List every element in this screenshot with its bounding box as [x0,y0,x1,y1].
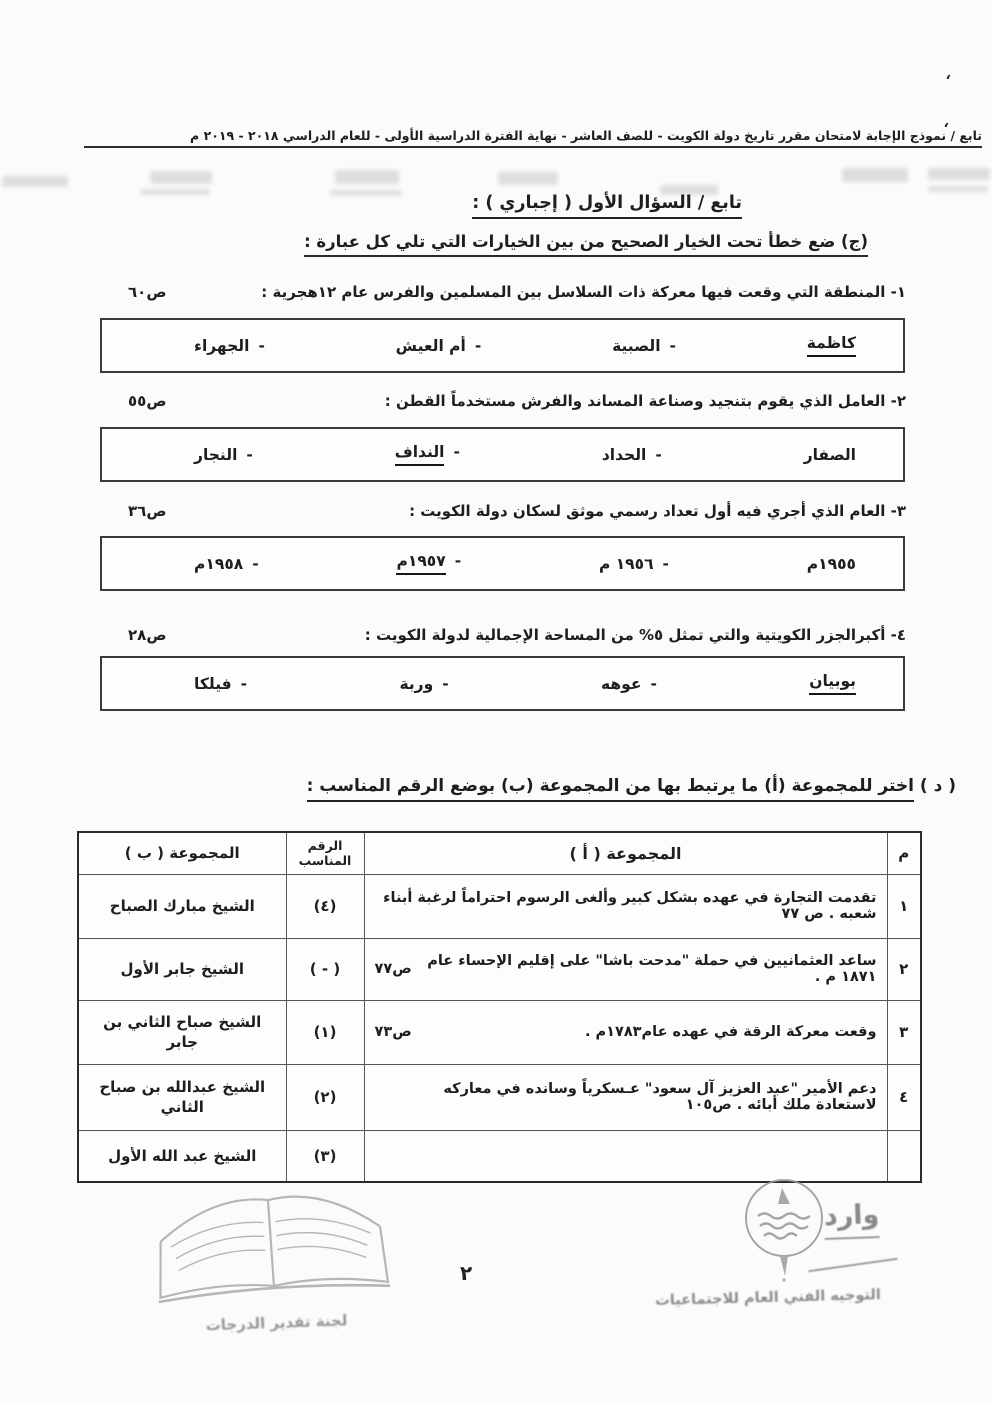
col-header-number: م [887,832,921,874]
scan-ghosting [330,190,402,196]
question-text: ١- المنطقة التي وقعت فيها معركة ذات السلاسل بين المسلمين والفرس عام ١٢هجرية : [261,283,906,301]
option-dash: - [650,674,657,693]
col-header-group-b: المجموعة ( ب ) [78,832,286,874]
scan-ghosting [842,168,908,182]
group-b-cell: الشيخ عبدالله بن صباح الثاني [78,1064,286,1130]
option-dash: - [258,336,265,355]
col-header-group-a: المجموعة ( أ ) [364,832,887,874]
option-label: وربة [399,674,434,693]
row-number-cell: ٤ [887,1064,921,1130]
group-a-text: دعم الأمير "عبد العزيز آل سعود" عـسكرياً وسانده في معاركه لاستعادة ملك أبائه . ص١٠٥ [443,1081,877,1113]
table-row [78,1064,921,1130]
group-b-cell: الشيخ جابر الأول [78,938,286,1000]
matching-number-cell: ( - ) [286,938,364,1000]
option-label: كاظمة [807,334,856,357]
group-a-text: ساعد العثمانيين في حملة "مدحت باشا" على إقليم الإحساء عام ١٨٧١ م . [427,953,877,985]
col-header-matching-number-line2: المناسب [298,853,352,869]
options-box-2 [100,427,905,482]
group-a-cell [364,938,887,1000]
open-book-icon [143,1174,399,1321]
option [612,337,676,355]
scan-ghosting [150,171,212,184]
part-d-heading-prefix: ( د ) [913,776,956,796]
option-label: النداف [395,443,445,466]
matching-number-cell: (٣) [286,1130,364,1182]
row-number-cell: ١ [887,874,921,938]
question-text: ٤- أكبرالجزر الكويتية والتي تمثل ٥% من المساحة الإجمالية لدولة الكويت : [364,626,906,644]
option-dash: - [453,443,460,461]
option [804,446,865,464]
table-row [78,1000,921,1064]
option-label: ١٩٥٥م [806,554,856,573]
page-ref: ص٣٦ [128,502,167,520]
option-label: ١٩٥٨م [194,554,244,573]
document-header: تابع / نموذج الإجابة لامتحان مقرر تاريخ دولة الكويت - للصف العاشر - نهاية الفترة الدراسية الأولى - للعام الدراسي ٢٠١٨ - ٢٠١٩ م [84,128,982,148]
table-header-row [78,832,921,874]
question-2 [0,392,992,410]
option-label: عوهه [601,674,642,693]
options-box-4 [100,656,905,711]
scan-artifact: ، [944,67,953,84]
page-ref: ص٦٠ [128,283,167,301]
group-a-text: تقدمت التجارة في عهده بشكل كبير وألغى الرسوم احتراماً لرغبة أبناء شعبه . ص ٧٧ [383,890,877,922]
option [602,446,662,464]
part-c-heading: (ج) ضع خطأ تحت الخيار الصحيح من بين الخيارات التي تلي كل عبارة : [304,232,868,257]
group-a-page-ref: ص٧٧ [374,961,412,977]
option-dash: - [252,554,259,573]
option-label: النجار [194,445,238,464]
option-dash: - [662,554,669,573]
page-ref: ص٢٨ [128,626,167,644]
received-stamp [628,1172,918,1332]
option-label: الصفار [803,445,856,464]
option [809,672,865,695]
option [601,675,657,693]
option-dash: - [454,552,462,570]
row-number-cell: ٢ [887,938,921,1000]
option-dash: - [669,336,676,355]
option [807,555,865,573]
options-box-1 [100,318,905,373]
option-dash: - [240,674,248,693]
option-label: أم العيش [395,336,466,355]
row-number-cell: ٣ [887,1000,921,1064]
group-a-text: وقعت معركة الرقة في عهده عام١٧٨٣م . [584,1024,877,1040]
option-dash: - [655,445,662,464]
option [194,675,247,693]
scan-ghosting [498,172,558,185]
option-label: الحداد [601,445,647,464]
matching-number-cell: (٢) [286,1064,364,1130]
group-a-page-ref: ص٧٣ [374,1024,412,1040]
option [194,555,259,573]
table-row [78,874,921,938]
received-stamp-word: وارد [823,1199,880,1240]
page-number: ٢ [460,1261,473,1285]
option [599,555,669,573]
option-label: ١٩٥٧م [396,552,445,575]
option [399,675,448,693]
scan-ghosting [140,189,210,195]
part-d-heading [307,776,956,796]
question-3 [0,502,992,520]
matching-number-cell: (٤) [286,874,364,938]
group-b-cell: الشيخ عبد الله الأول [78,1130,286,1182]
option-dash: - [442,674,449,693]
option-label: الجهراء [194,336,250,355]
group-b-cell: الشيخ صباح الثاني بن جابر [78,1000,286,1064]
col-header-matching-number-line1: الرقم [307,837,343,853]
page-ref: ص٥٥ [128,392,167,410]
option-label: فيلكا [194,674,232,693]
option [194,337,265,355]
group-b-cell: الشيخ مبارك الصباح [78,874,286,938]
question-text: ٢- العامل الذي يقوم بتنجيد وصناعة المساند والفرش مستخدماً القطن : [384,392,906,410]
part-d-heading-text: اختر للمجموعة (أ) ما يرتبط بها من المجموعة (ب) بوضع الرقم المناسب : [307,776,914,802]
committee-stamp-caption: لجنة تقدير الدرجات [205,1311,348,1335]
option [396,337,482,355]
option [395,443,460,466]
options-box-3 [100,536,905,591]
option-dash: - [246,445,253,464]
question-1 [0,283,992,301]
section-title: تابع / السؤال الأول ( إجباري ) : [472,193,742,219]
committee-stamp [143,1174,401,1343]
table-row [78,938,921,1000]
option [807,334,865,357]
scan-artifact: ، [942,115,951,132]
question-4 [0,626,992,644]
matching-number-cell: (١) [286,1000,364,1064]
scan-ghosting [928,186,988,192]
option [194,446,253,464]
scan-ghosting [335,170,399,184]
option-dash: - [474,336,482,355]
option-label: بوبيان [809,672,856,695]
question-text: ٣- العام الذي أجري فيه أول تعداد رسمي موثق لسكان دولة الكويت : [409,502,906,520]
col-header-matching-number [286,832,364,874]
group-a-cell [364,874,887,938]
option-label: ١٩٥٦ م [598,554,654,573]
received-stamp-caption: التوجيه الفني العام للاجتماعيات [654,1287,881,1309]
option-label: الصبية [612,336,661,355]
matching-table [77,831,922,1183]
option [396,552,461,575]
group-a-cell [364,1064,887,1130]
group-a-cell [364,1000,887,1064]
scan-ghosting [2,176,68,187]
scan-ghosting [928,168,990,180]
